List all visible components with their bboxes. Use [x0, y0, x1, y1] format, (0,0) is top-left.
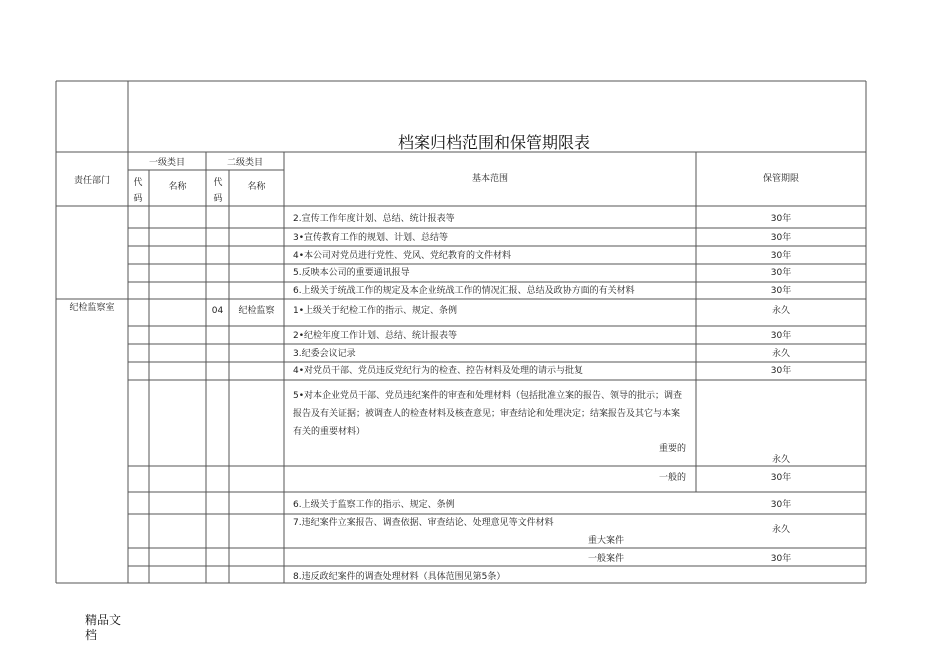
row-scope: 5.反映本公司的重要通讯报导: [293, 268, 410, 278]
category-code: 04: [211, 306, 224, 316]
header-scope: 基本范围: [471, 174, 508, 184]
row-scope: 5•对本企业党员干部、党员违纪案件的审查和处理材料（包括批准立案的报告、领导的批示；调查报告及有关证据；被调查人的检查材料及核查意见；审查结论和处理决定；结案报告及其它与本案有关的重要材料）: [293, 391, 683, 437]
row-period: 30年: [770, 366, 792, 376]
header-code-1: 代码: [133, 178, 143, 204]
row-period: 30年: [770, 473, 792, 483]
row-scope: 1•上级关于纪检工作的指示、规定、条例: [293, 306, 458, 316]
header-dept: 责任部门: [73, 176, 110, 186]
header-name-1: 名称: [168, 182, 187, 192]
row-period: 30年: [770, 331, 792, 341]
header-level2: 二级类目: [226, 158, 263, 168]
row-scope: 2•纪检年度工作计划、总结、统计报表等: [293, 331, 458, 341]
page-title: 档案归档范围和保管期限表: [398, 133, 591, 152]
row-scope: 2.宣传工作年度计划、总结、统计报表等: [293, 214, 455, 224]
row-period: 永久: [771, 455, 790, 465]
header-code-2: 代码: [213, 178, 223, 204]
row-period: 永久: [771, 349, 790, 359]
row-scope: 4•本公司对党员进行党性、党风、党纪教育的文件材料: [293, 251, 512, 261]
row-subcategory: 重大案件: [587, 536, 624, 546]
row-period: 30年: [770, 554, 792, 564]
department-cell: 纪检监察室: [69, 303, 115, 313]
footer-text: 精品文档: [85, 613, 122, 642]
row-period: 30年: [770, 251, 792, 261]
row-period: 永久: [771, 306, 790, 316]
row-period: 永久: [771, 525, 790, 535]
row-period: 30年: [770, 500, 792, 510]
row-subcategory: 一般的: [658, 473, 686, 483]
row-scope: 6.上级关于统战工作的规定及本企业统战工作的情况汇报、总结及政协方面的有关材料: [293, 286, 635, 296]
row-period: 30年: [770, 286, 792, 296]
category-name: 纪检监察: [238, 306, 275, 316]
row-subcategory: 一般案件: [587, 554, 624, 564]
row-scope: 7.违纪案件立案报告、调查依据、审查结论、处理意见等文件材料: [293, 518, 554, 528]
row-period: 30年: [770, 233, 792, 243]
row-scope: 6.上级关于监察工作的指示、规定、条例: [293, 500, 455, 510]
header-name-2: 名称: [247, 182, 266, 192]
row-scope: 8.违反政纪案件的调查处理材料（具体范围见第5条）: [293, 572, 506, 582]
header-period: 保管期限: [762, 174, 799, 184]
row-scope: 4•对党员干部、党员违反党纪行为的检查、控告材料及处理的请示与批复: [293, 366, 584, 376]
row-scope: 3•宣传教育工作的规划、计划、总结等: [293, 233, 449, 243]
row-scope: 3.纪委会议记录: [293, 349, 356, 359]
header-level1: 一级类目: [148, 158, 185, 168]
row-subcategory: 重要的: [658, 444, 686, 454]
row-period: 30年: [770, 268, 792, 278]
row-period: 30年: [770, 214, 792, 224]
